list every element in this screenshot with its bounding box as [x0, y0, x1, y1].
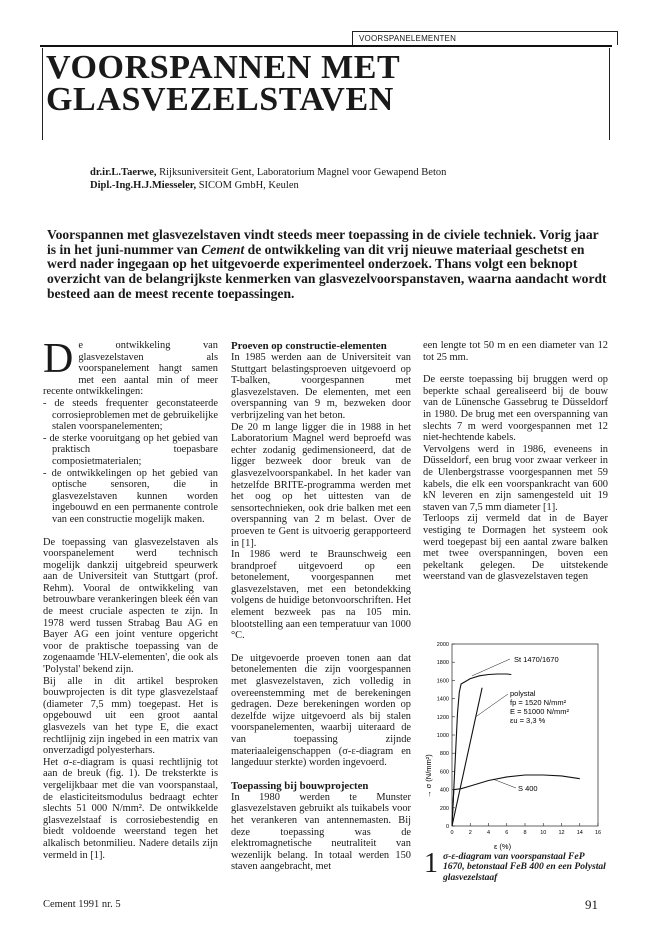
x-tick-label: 0 — [450, 830, 454, 836]
paragraph: Het σ-ε-diagram is quasi rechtlijnig tot aan de breuk (fig. 1). De treksterkte is vergelijkbaar met die van voorspanstaal, de elasticiteitsmodulus bedraagt echter slechts 51 000 N/mm². De ontwikkelde glasvezelstaaf is corrosiebestendig en biedt voldoende weerstand tegen het alkalisch betonmilieu. Nadere details zijn vermeld in [1]. — [43, 756, 218, 861]
series-line-2 — [452, 775, 580, 826]
x-tick-label: 6 — [505, 830, 509, 836]
development-list — [43, 398, 218, 526]
y-tick-label: 1600 — [436, 678, 449, 685]
leader-st — [472, 659, 510, 676]
paragraph: In 1985 werden aan de Universiteit van Stuttgart belastingsproeven uitgevoerd op T-balken, voorgespannen met glasvezelstaven. De elementen, met een overspanning van 9 m, bezweken door verbrijzeling van het beton. — [231, 352, 411, 421]
x-tick-label: 4 — [486, 830, 491, 836]
footer-journal: Cement 1991 nr. 5 — [43, 899, 121, 910]
x-tick-label: 12 — [558, 830, 565, 836]
authors — [90, 166, 610, 192]
caption-text: σ-ε-diagram van voorspanstaal FeP 1670, betonstaal FeB 400 en een Polystal glasvezelstaaf — [443, 851, 606, 883]
author-2-name: Dipl.-Ing.H.J.Miesseler, — [90, 180, 197, 191]
label-eu: εu = 3,3 % — [510, 716, 546, 725]
paragraph: Vervolgens werd in 1986, eveneens in Düsseldorf, een brug voor zwaar verkeer in de Ulenbergstrasse voorgespannen met 59 kabels, die elk een voorspankracht van 600 kN leveren en zijn samengesteld uit 19 staven van 7,5 mm diameter [1]. — [423, 443, 608, 513]
label-st: St 1470/1670 — [514, 655, 559, 664]
intro-paragraph — [43, 336, 218, 398]
author-1 — [90, 166, 610, 179]
article-title — [46, 49, 606, 118]
y-tick-label: 1000 — [436, 733, 449, 739]
author-2-affiliation: SICOM GmbH, Keulen — [196, 180, 299, 191]
lead-paragraph — [47, 228, 607, 302]
column-2 — [231, 340, 411, 873]
paragraph: De uitgevoerde proeven tonen aan dat betonelementen die zijn voorgespannen met glasvezelstaven, zich volledig in overeenstemming met de berekeningen gedragen. Deze berekeningen worden op dezelfde wijze uitgevoerd als bij stalen voorspanelementen, waarbij uiteraard de van toepassing zijnde materiaaleigenschappen (σ-ε-diagram en langeduur sterkte) worden ingevoerd. — [231, 652, 411, 769]
series-line-0 — [452, 674, 511, 826]
caption-number: 1 — [424, 848, 438, 879]
y-tick-label: 2000 — [436, 642, 449, 648]
figure-caption — [424, 848, 608, 883]
drop-cap: D — [43, 336, 74, 382]
y-tick-label: 1800 — [436, 660, 449, 667]
label-polystal: polystal — [510, 689, 536, 698]
label-e: E = 51000 N/mm² — [510, 707, 569, 716]
column-3 — [423, 340, 608, 583]
author-1-affiliation: Rijksuniversiteit Gent, Laboratorium Magnel voor Gewapend Beton — [156, 167, 447, 178]
lead-text-a: Voorspannen met glasvezelstaven vindt steeds meer toepassing in de civiele techniek. Vorig jaar is in het juni-nummer van — [47, 227, 599, 257]
paragraph: In 1986 werd te Braunschweig een brandproef uitgevoerd op een betonelement, voorgespannen met glasvezelstaven, met een betondekking volgens de huidige betonvoorschriften. Het element bezweek pas na 105 min. blootstelling aan een temperatuur van 1000 °C. — [231, 549, 411, 642]
paragraph: Terloops zij vermeld dat in de Bayer vestiging te Dormagen het systeem ook werd toegepast bij een aantal zware balken met twee overspanningen, boven een pekeltank gelegen. De uitstekende weerstand van de glasvezelstaven tegen — [423, 513, 608, 583]
list-item: - de sterke vooruitgang op het gebied van praktisch toepasbare composietmaterialen; — [43, 432, 218, 467]
leader-s400 — [493, 779, 516, 788]
paragraph: een lengte tot 50 m en een diameter van 12 tot 25 mm. — [423, 340, 608, 363]
series-line-1 — [452, 688, 482, 826]
paragraph: Bij alle in dit artikel besproken bouwprojecten is dit type glasvezelstaaf (diameter 7,5 mm) toegepast. Het is opgebouwd uit een groot aantal glasvezels van het type E, die exact rechtlijnig zijn ingebed in een matrix van onverzadigd polyesterhars. — [43, 675, 218, 757]
stress-strain-chart — [424, 638, 608, 852]
lead-journal: Cement — [201, 241, 245, 257]
y-tick-label: 400 — [439, 787, 449, 794]
y-tick-label: 1400 — [436, 696, 449, 703]
title-line-1: VOORSPANNEN MET — [46, 49, 401, 86]
x-axis-label: ε (%) — [494, 842, 512, 851]
author-2 — [90, 179, 610, 192]
section-tag: VOORSPANELEMENTEN — [352, 31, 618, 45]
label-fp: fp = 1520 N/mm² — [510, 698, 567, 707]
paragraph: De 20 m lange ligger die in 1988 in het Laboratorium Magnel werd beproefd was echter zodanig gedimensioneerd, dat de ligger bezweek door breuk van de glasvezelvoorspankabel. In het kader van hetzelfde BRITE-programma werden met het oog op het uittesten van de sensortechnieken, ook drie balken met een overspanning van 2 m belast. Over de proeven te Gent is uitvoerig gerapporteerd in [1]. — [231, 421, 411, 549]
plot-frame — [452, 644, 598, 826]
column-1 — [43, 336, 218, 861]
y-tick-label: 0 — [445, 824, 449, 830]
label-s400: S 400 — [518, 784, 538, 793]
section-heading: Toepassing bij bouwprojecten — [231, 779, 369, 792]
author-1-name: dr.ir.L.Taerwe, — [90, 167, 157, 178]
paragraph: De toepassing van glasvezelstaven als voorspanelement werd technisch mogelijk dankzij uitgebreid speurwerk aan de Universiteit van Stuttgart (prof. Rehm). Vooral de ontwikkeling van betrouwbare verankeringen bleek één van de meest cruciale aspecten te zijn. In 1978 werd tussen Strabag Bau AG en Bayer AG een joint venture opgericht voor de praktische toepassing van de zogenaamde 'HLV-elementen', die ook als 'Polystal' bekend zijn. — [43, 536, 218, 676]
page-number: 91 — [585, 897, 598, 912]
list-item: - de steeds frequenter geconstateerde corrosieproblemen met de gebruikelijke stalen voorspanelementen; — [43, 397, 218, 433]
y-tick-label: 800 — [439, 751, 449, 758]
header-rule — [40, 45, 612, 47]
x-tick-label: 14 — [576, 830, 583, 836]
title-line-2: GLASVEZELSTAVEN — [46, 81, 394, 118]
x-tick-label: 2 — [468, 830, 472, 836]
y-tick-label: 1200 — [436, 714, 449, 721]
intro-text: e ontwikkeling van glasvezelstaven als voorspanelement hangt samen met een aantal min of meer recente ontwikkelingen: — [43, 340, 218, 398]
paragraph: In 1980 werden te Munster glasvezelstaven gebruikt als tuikabels voor het verankeren van antennemasten. Bij deze toepassing was de elektromagnetische neutraliteit van wezenlijk belang. In totaal werden 150 staven aangebracht, met — [231, 791, 411, 873]
section-heading: Proeven op constructie-elementen — [231, 340, 387, 352]
leader-polystal — [476, 694, 508, 717]
y-axis-label: → σ (N/mm²) — [424, 754, 433, 798]
paragraph: De eerste toepassing bij bruggen werd op beperkte schaal gerealiseerd bij de bouw van de Lünensche Gassebrug te Düsseldorf in 1980. De brug met een overspanning van slechts 7 m werd voorgespannen met 12 niet-hechtende kabels. — [423, 374, 608, 444]
y-tick-label: 600 — [439, 769, 449, 776]
list-item: - de ontwikkelingen op het gebied van optische sensoren, die in glasvezelstaven kunnen worden ingebouwd en een permanente controle van een constructie mogelijk maken. — [43, 467, 218, 525]
x-tick-label: 16 — [594, 830, 602, 836]
x-tick-label: 10 — [540, 830, 547, 836]
y-tick-label: 200 — [439, 805, 449, 812]
x-tick-label: 8 — [523, 830, 527, 836]
lead-text-b: de ontwikkeling van dit vrij nieuwe materiaal geschetst en werd nader ingegaan op het uitgevoerde experimenteel onderzoek. Thans volgt een beknopt overzicht van de belangrijkste kenmerken van glasvezelvoorspanstaven, waarna aandacht wordt besteed aan de meest recente toepassingen. — [47, 241, 607, 301]
